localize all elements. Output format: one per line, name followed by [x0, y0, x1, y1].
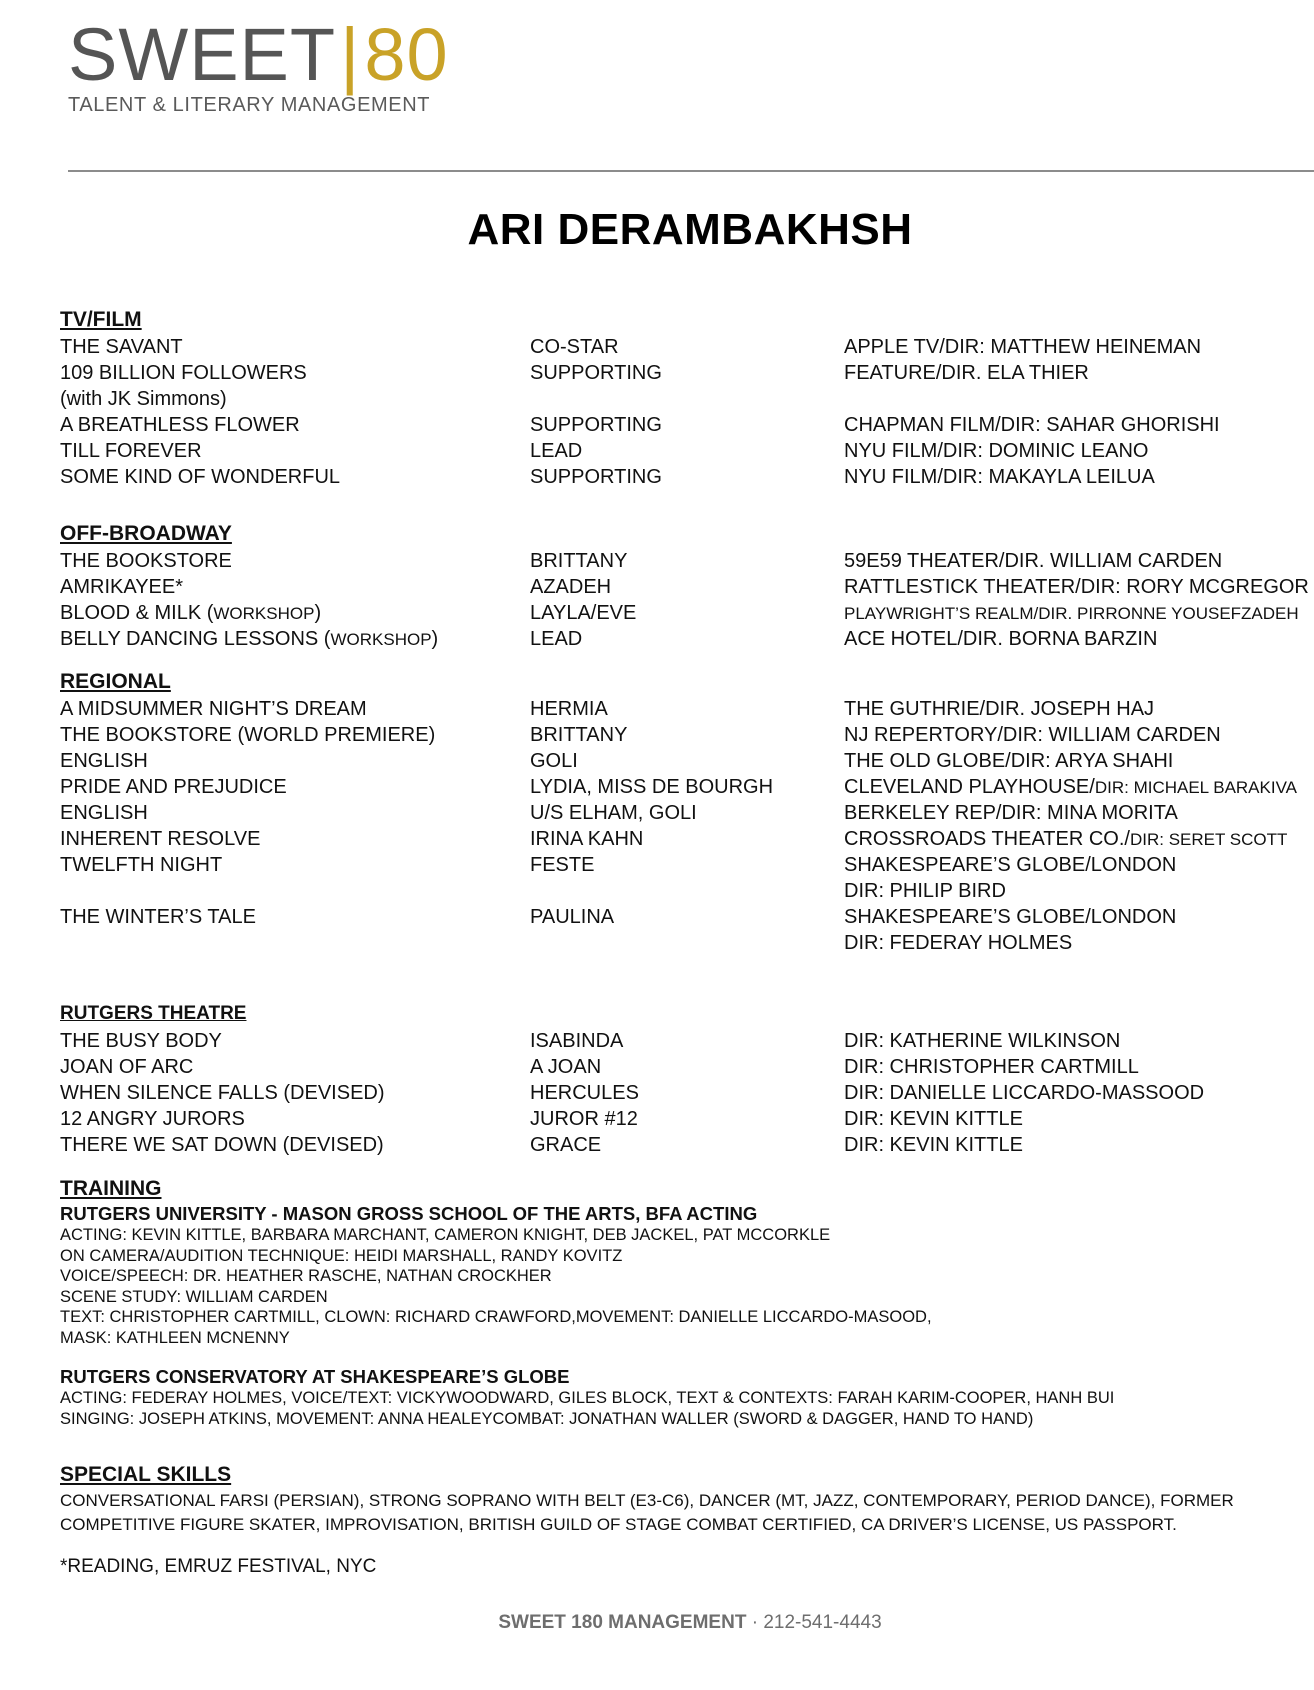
credit-venue: THE GUTHRIE/DIR. JOSEPH HAJ	[844, 698, 1155, 720]
training-school: RUTGERS CONSERVATORY AT SHAKESPEARE’S GLOBE	[60, 1366, 570, 1387]
credit-venue: BERKELEY REP/DIR: MINA MORITA	[844, 802, 1178, 824]
credit-venue: DIR: PHILIP BIRD	[844, 880, 1006, 902]
credit-row	[60, 548, 1310, 574]
credit-row	[60, 1080, 1310, 1106]
credit-venue: DIR: FEDERAY HOLMES	[844, 932, 1073, 954]
credit-title: THE WINTER’S TALE	[60, 906, 256, 928]
skills-line: CONVERSATIONAL FARSI (PERSIAN), STRONG SOPRANO WITH BELT (E3-C6), DANCER (MT, JAZZ, CONTEMPORARY, PERIOD DANCE), FORMER	[60, 1491, 1234, 1510]
credit-venue: ACE HOTEL/DIR. BORNA BARZIN	[844, 628, 1158, 650]
credit-row	[60, 412, 1310, 438]
credit-role: LEAD	[530, 440, 583, 462]
credit-role: SUPPORTING	[530, 466, 662, 488]
credit-role: SUPPORTING	[530, 362, 662, 384]
credit-role: GRACE	[530, 1134, 602, 1156]
training-line: TEXT: CHRISTOPHER CARTMILL, CLOWN: RICHARD CRAWFORD,MOVEMENT: DANIELLE LICCARDO-MASOOD,	[60, 1308, 932, 1326]
credit-title: PRIDE AND PREJUDICE	[60, 776, 287, 798]
training-line: SCENE STUDY: WILLIAM CARDEN	[60, 1287, 328, 1306]
credit-venue: CROSSROADS THEATER CO./DIR: SERET SCOTT	[844, 828, 1288, 850]
actor-name: ARI DERAMBAKHSH	[467, 205, 913, 254]
credit-role: SUPPORTING	[530, 414, 662, 436]
credit-venue: THE OLD GLOBE/DIR: ARYA SHAHI	[844, 750, 1174, 772]
logo-number: 80	[364, 13, 449, 96]
credit-title: A MIDSUMMER NIGHT’S DREAM	[60, 698, 367, 720]
training-line: VOICE/SPEECH: DR. HEATHER RASCHE, NATHAN CROCKHER	[60, 1267, 552, 1285]
credit-role: LYDIA, MISS DE BOURGH	[530, 776, 774, 798]
logo-bar: |	[340, 13, 361, 96]
credit-role: ISABINDA	[530, 1030, 624, 1052]
credit-venue: PLAYWRIGHT’S REALM/DIR. PIRRONNE YOUSEFZADEH	[844, 604, 1299, 623]
training-line: ACTING: KEVIN KITTLE, BARBARA MARCHANT, CAMERON KNIGHT, DEB JACKEL, PAT MCCORKLE	[60, 1226, 831, 1244]
credit-role: A JOAN	[530, 1056, 602, 1078]
credit-venue: NYU FILM/DIR: DOMINIC LEANO	[844, 440, 1149, 462]
credit-venue: DIR: KATHERINE WILKINSON	[844, 1030, 1121, 1052]
credit-row	[60, 360, 1310, 386]
credit-title: 109 BILLION FOLLOWERS	[60, 362, 307, 384]
credit-row	[60, 722, 1310, 748]
credit-role: BRITTANY	[530, 724, 628, 746]
credit-row	[60, 696, 1310, 722]
credit-venue: SHAKESPEARE’S GLOBE/LONDON	[844, 854, 1177, 876]
credit-role: BRITTANY	[530, 550, 628, 572]
credit-row	[60, 1028, 1310, 1054]
section-title: TRAINING	[60, 1177, 162, 1200]
credit-row	[60, 852, 1310, 878]
credit-role: FESTE	[530, 854, 595, 876]
credit-title: AMRIKAYEE*	[60, 576, 183, 598]
training-line: ACTING: FEDERAY HOLMES, VOICE/TEXT: VICKYWOODWARD, GILES BLOCK, TEXT & CONTEXTS: FARAH KARIM-COOPER, HANH BUI	[60, 1389, 1115, 1407]
credit-role: LAYLA/EVE	[530, 602, 637, 624]
credit-title: THE SAVANT	[60, 336, 183, 358]
section-tvfilm	[60, 306, 1310, 490]
credit-row	[60, 800, 1310, 826]
section-special-skills	[60, 1461, 1310, 1536]
footer-phone: 212-541-4443	[763, 1612, 882, 1633]
credit-row	[60, 626, 1310, 652]
credit-venue: FEATURE/DIR. ELA THIER	[844, 362, 1089, 384]
credit-role: CO-STAR	[530, 336, 619, 358]
training-line: MASK: KATHLEEN MCNENNY	[60, 1328, 290, 1347]
credit-row	[60, 1132, 1310, 1158]
credit-venue: 59E59 THEATER/DIR. WILLIAM CARDEN	[844, 550, 1223, 572]
credit-title: THERE WE SAT DOWN (DEVISED)	[60, 1134, 384, 1156]
credit-title: A BREATHLESS FLOWER	[60, 414, 300, 436]
credit-row	[60, 574, 1310, 600]
section-title: OFF-BROADWAY	[60, 522, 232, 545]
credit-row	[60, 334, 1310, 360]
section-regional	[60, 668, 1310, 956]
footnote: *READING, EMRUZ FESTIVAL, NYC	[60, 1556, 377, 1577]
credit-role: U/S ELHAM, GOLI	[530, 802, 697, 824]
credit-row	[60, 464, 1310, 490]
credit-role: JUROR #12	[530, 1108, 638, 1130]
credit-title: THE BOOKSTORE	[60, 550, 232, 572]
credit-row	[60, 748, 1310, 774]
header-divider	[68, 170, 1314, 172]
training-line: ON CAMERA/AUDITION TECHNIQUE: HEIDI MARSHALL, RANDY KOVITZ	[60, 1246, 623, 1265]
credit-title: (with JK Simmons)	[60, 388, 227, 410]
page-footer	[0, 1612, 1314, 1634]
training-school: RUTGERS UNIVERSITY - MASON GROSS SCHOOL OF THE ARTS, BFA ACTING	[60, 1203, 758, 1224]
credit-row	[60, 600, 1310, 626]
section-rutgers-theatre	[60, 1000, 1310, 1158]
credit-title: SOME KIND OF WONDERFUL	[60, 466, 341, 488]
credit-title: TILL FOREVER	[60, 440, 202, 462]
credit-role: HERCULES	[530, 1082, 639, 1104]
section-title: SPECIAL SKILLS	[60, 1463, 232, 1486]
credit-title: ENGLISH	[60, 750, 148, 772]
credit-title: WHEN SILENCE FALLS (DEVISED)	[60, 1082, 385, 1104]
credit-row	[60, 904, 1310, 930]
credit-venue: RATTLESTICK THEATER/DIR: RORY MCGREGOR	[844, 576, 1309, 598]
credit-row	[60, 930, 1310, 956]
credit-title: TWELFTH NIGHT	[60, 854, 223, 876]
credit-role: LEAD	[530, 628, 583, 650]
footer-separator: ·	[746, 1612, 764, 1633]
section-title: RUTGERS THEATRE	[60, 1003, 247, 1024]
credit-role: PAULINA	[530, 906, 615, 928]
credit-row	[60, 1106, 1310, 1132]
credit-title: BELLY DANCING LESSONS (WORKSHOP)	[60, 628, 439, 650]
credit-row	[60, 438, 1310, 464]
credit-title: INHERENT RESOLVE	[60, 828, 261, 850]
credit-venue: DIR: KEVIN KITTLE	[844, 1134, 1023, 1156]
credit-title: THE BOOKSTORE (WORLD PREMIERE)	[60, 724, 436, 746]
training-line: SINGING: JOSEPH ATKINS, MOVEMENT: ANNA HEALEYCOMBAT: JONATHAN WALLER (SWORD & DAGGER, HAND TO HAND)	[60, 1409, 1034, 1428]
section-offbroadway	[60, 520, 1310, 652]
credit-title: JOAN OF ARC	[60, 1056, 194, 1078]
logo-sweet: SWEET	[68, 13, 337, 96]
credit-venue: DIR: DANIELLE LICCARDO-MASSOOD	[844, 1082, 1205, 1104]
credit-role: IRINA KAHN	[530, 828, 644, 850]
credit-row	[60, 1054, 1310, 1080]
footer-company: SWEET 180 MANAGEMENT	[498, 1612, 747, 1633]
credit-row	[60, 826, 1310, 852]
credit-title: BLOOD & MILK (WORKSHOP)	[60, 602, 322, 624]
credit-venue: SHAKESPEARE’S GLOBE/LONDON	[844, 906, 1177, 928]
skills-line: COMPETITIVE FIGURE SKATER, IMPROVISATION, BRITISH GUILD OF STAGE COMBAT CERTIFIED, CA DRIVER’S LICENSE, US PASSPORT.	[60, 1514, 1177, 1534]
credit-role: AZADEH	[530, 576, 612, 598]
credit-venue: CLEVELAND PLAYHOUSE/DIR: MICHAEL BARAKIVA	[844, 776, 1298, 798]
credit-venue: NJ REPERTORY/DIR: WILLIAM CARDEN	[844, 724, 1221, 746]
credit-row	[60, 878, 1310, 904]
credit-venue: APPLE TV/DIR: MATTHEW HEINEMAN	[844, 336, 1202, 358]
credit-title: ENGLISH	[60, 802, 148, 824]
credit-role: HERMIA	[530, 698, 608, 720]
credit-venue: NYU FILM/DIR: MAKAYLA LEILUA	[844, 466, 1155, 488]
section-title: REGIONAL	[60, 670, 171, 693]
credit-venue: CHAPMAN FILM/DIR: SAHAR GHORISHI	[844, 414, 1220, 436]
agency-logo	[68, 13, 449, 117]
credit-venue: DIR: CHRISTOPHER CARTMILL	[844, 1056, 1139, 1078]
credit-role: GOLI	[530, 750, 578, 772]
credit-title: THE BUSY BODY	[60, 1030, 222, 1052]
credit-row	[60, 386, 1310, 412]
credit-title: 12 ANGRY JURORS	[60, 1108, 245, 1130]
section-title: TV/FILM	[60, 308, 142, 331]
logo-subtitle: TALENT & LITERARY MANAGEMENT	[68, 94, 431, 116]
section-training	[60, 1175, 1310, 1429]
credit-venue: DIR: KEVIN KITTLE	[844, 1108, 1023, 1130]
credit-row	[60, 774, 1310, 800]
